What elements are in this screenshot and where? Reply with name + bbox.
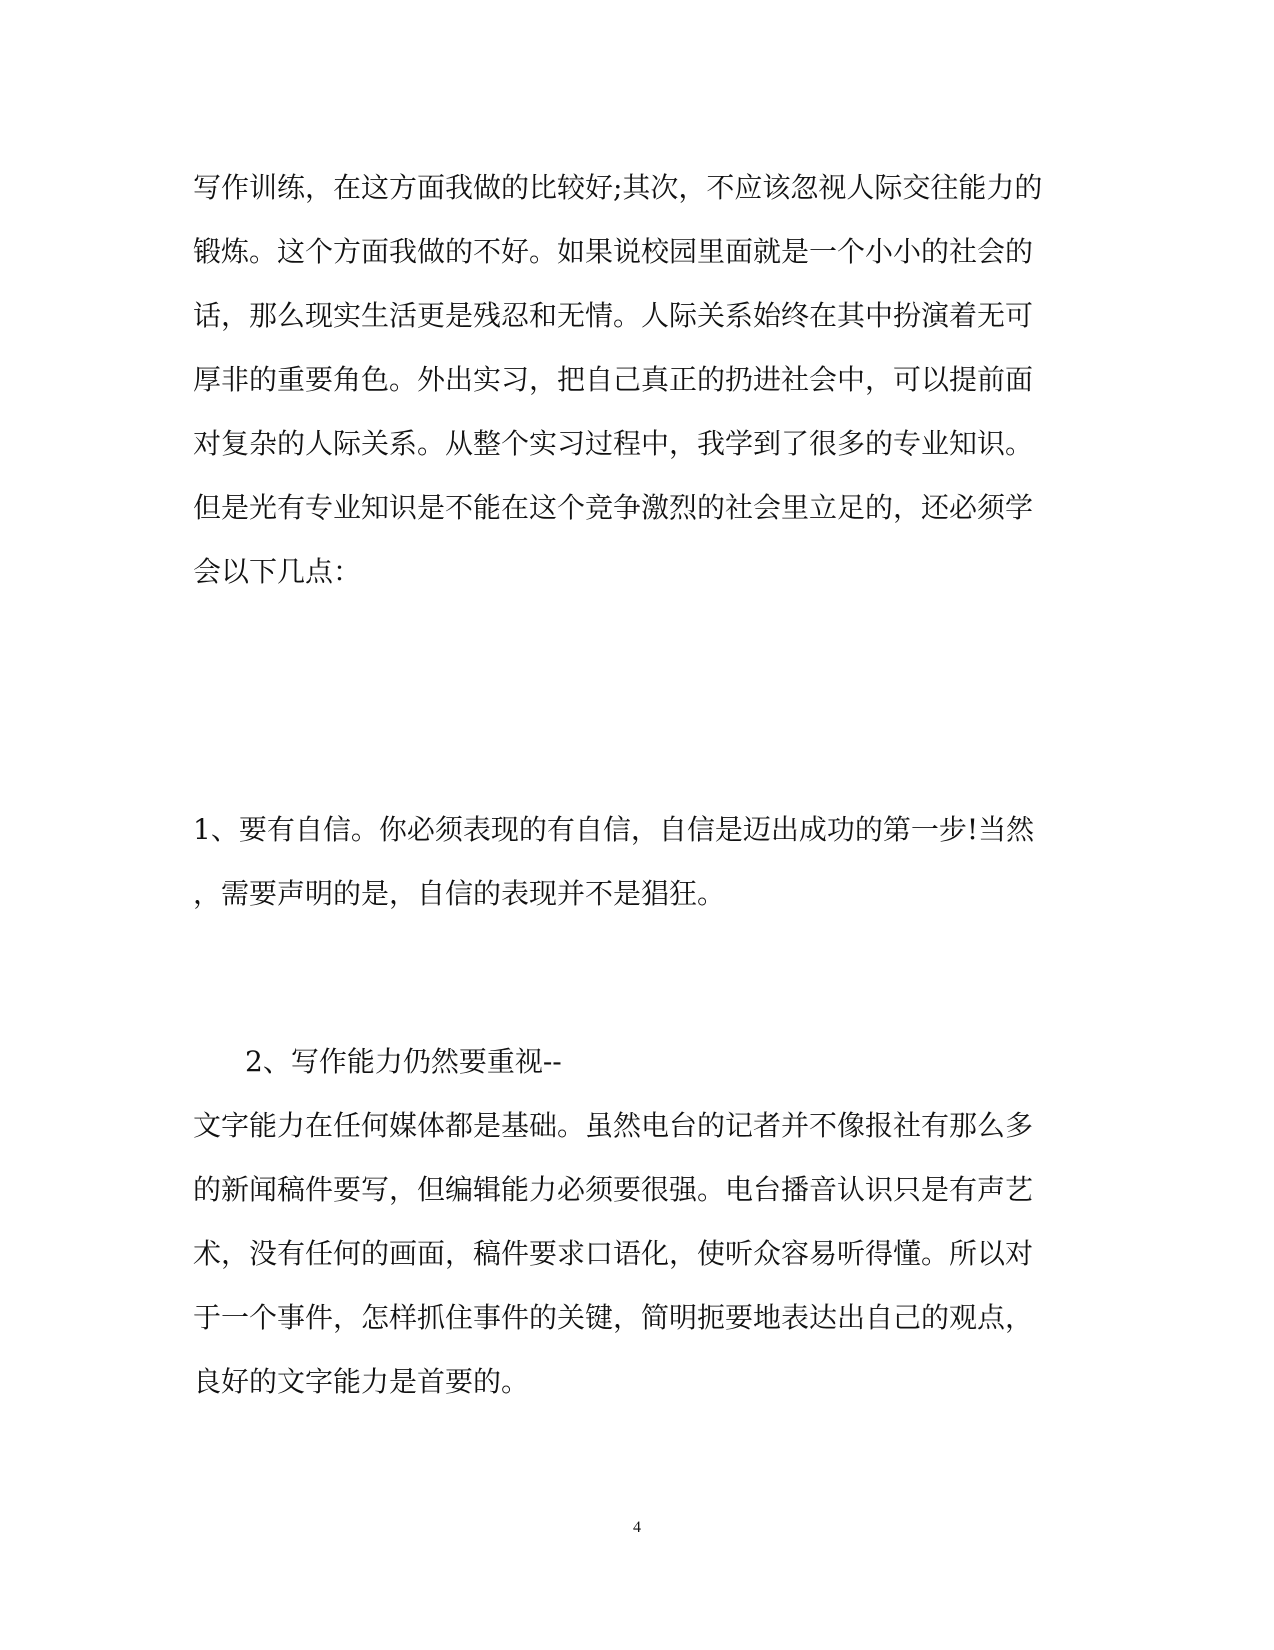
point-2-line: 于一个事件，怎样抓住事件的关键，简明扼要地表达出自己的观点， [193, 1301, 1034, 1334]
point-1-line: ，需要声明的是，自信的表现并不是猖狂。 [193, 877, 726, 910]
page-number: 4 [633, 1519, 641, 1536]
paragraph-line: 会以下几点： [193, 555, 362, 588]
paragraph-line: 写作训练，在这方面我做的比较好;其次，不应该忽视人际交往能力的 [193, 171, 1043, 204]
paragraph-line: 话，那么现实生活更是残忍和无情。人际关系始终在其中扮演着无可 [193, 299, 1034, 332]
point-2-line: 文字能力在任何媒体都是基础。虽然电台的记者并不像报社有那么多 [193, 1109, 1034, 1142]
paragraph-line: 锻炼。这个方面我做的不好。如果说校园里面就是一个小小的社会的 [193, 235, 1034, 268]
point-2-heading: 2、写作能力仍然要重视-- [245, 1045, 562, 1078]
point-2-line: 的新闻稿件要写，但编辑能力必须要很强。电台播音认识只是有声艺 [193, 1173, 1034, 1206]
point-2-line: 术，没有任何的画面，稿件要求口语化，使听众容易听得懂。所以对 [193, 1237, 1034, 1270]
paragraph-line: 厚非的重要角色。外出实习，把自己真正的扔进社会中，可以提前面 [193, 363, 1034, 396]
point-1-line: 1、要有自信。你必须表现的有自信，自信是迈出成功的第一步!当然 [193, 813, 1035, 846]
paragraph-line: 但是光有专业知识是不能在这个竞争激烈的社会里立足的，还必须学 [193, 491, 1034, 524]
point-2-line: 良好的文字能力是首要的。 [193, 1365, 530, 1398]
paragraph-line: 对复杂的人际关系。从整个实习过程中，我学到了很多的专业知识。 [193, 427, 1034, 460]
